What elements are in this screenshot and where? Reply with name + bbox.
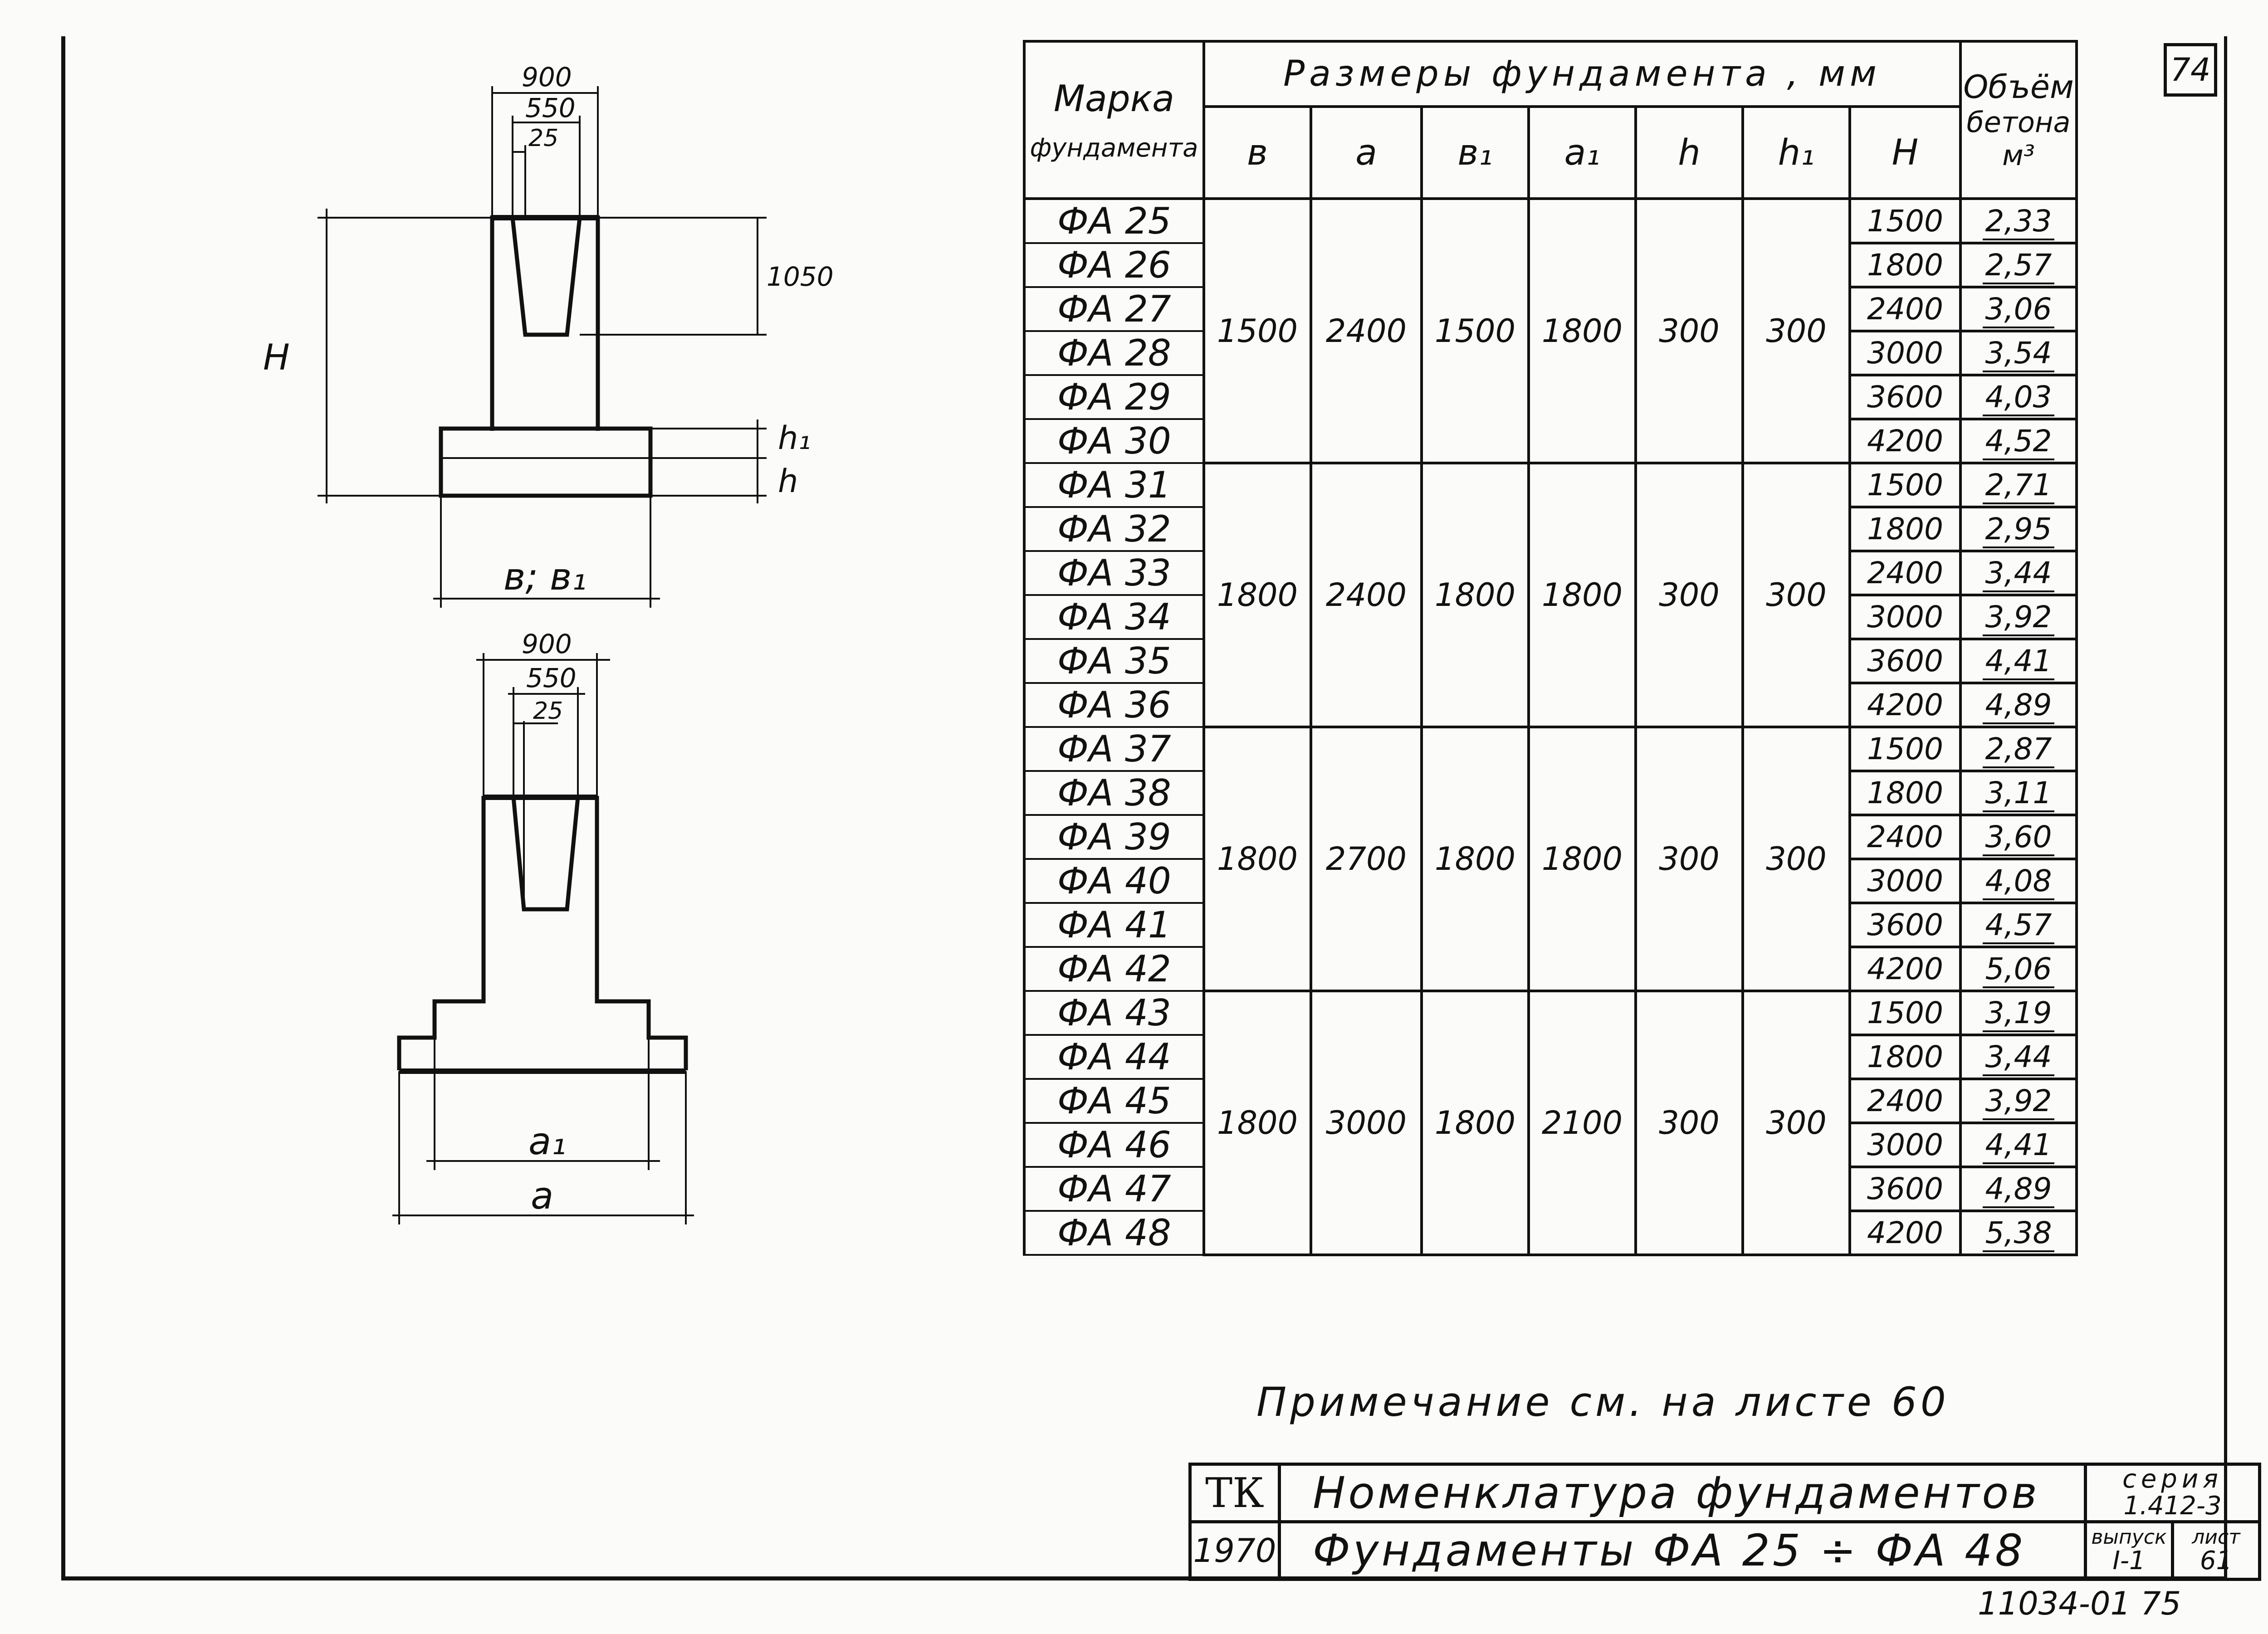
cell-h: 300: [1636, 463, 1743, 727]
volume-value: 2,33: [1983, 204, 2055, 240]
cell-a: 2700: [1311, 727, 1422, 991]
volume-value: 5,06: [1983, 951, 2055, 988]
volume-value: 3,06: [1983, 292, 2055, 328]
cell-H: 1500: [1850, 727, 1960, 771]
cell-a1: 1800: [1529, 727, 1636, 991]
cell-mark: ФА 25: [1024, 199, 1204, 243]
cell-H: 3600: [1850, 375, 1960, 419]
cell-mark: ФА 32: [1024, 507, 1204, 551]
dim-h: h: [778, 463, 798, 500]
cell-H: 3000: [1850, 859, 1960, 903]
series-cell: серия 1.412-3: [2086, 1464, 2260, 1522]
cell-H: 3000: [1850, 1123, 1960, 1167]
cell-a: 2400: [1311, 463, 1422, 727]
issue-cell: выпуск I-1: [2086, 1522, 2173, 1580]
dim-25-top: 25: [528, 125, 559, 152]
cell-volume: [1960, 243, 2077, 287]
volume-value: 4,08: [1983, 863, 2055, 900]
dim-900-top: 900: [522, 62, 572, 93]
table-row: [1024, 727, 2077, 771]
volume-value: 3,60: [1983, 819, 2055, 856]
cell-a1: 2100: [1529, 991, 1636, 1255]
col-dims: Размеры фундамента , мм: [1204, 41, 1960, 107]
cell-volume: [1960, 1035, 2077, 1079]
cell-mark: ФА 41: [1024, 903, 1204, 947]
volume-value: 4,41: [1983, 1127, 2055, 1164]
cell-h1: 300: [1743, 991, 1850, 1255]
cell-b: 1500: [1204, 199, 1311, 463]
cell-volume: [1960, 507, 2077, 551]
cell-H: 2400: [1850, 551, 1960, 595]
cell-H: 1500: [1850, 463, 1960, 507]
cell-mark: ФА 38: [1024, 771, 1204, 815]
col-h: h: [1636, 107, 1743, 199]
cell-H: 3600: [1850, 903, 1960, 947]
sheet-number-box: 74: [2164, 43, 2217, 97]
cell-b: 1800: [1204, 463, 1311, 727]
cell-mark: ФА 44: [1024, 1035, 1204, 1079]
cell-a: 2400: [1311, 199, 1422, 463]
cell-H: 1800: [1850, 243, 1960, 287]
org-code: ТК: [1190, 1464, 1280, 1522]
volume-value: 4,89: [1983, 1171, 2055, 1208]
cell-a1: 1800: [1529, 463, 1636, 727]
cell-h: 300: [1636, 991, 1743, 1255]
cell-H: 3000: [1850, 331, 1960, 375]
cell-mark: ФА 26: [1024, 243, 1204, 287]
volume-value: 3,19: [1983, 995, 2055, 1032]
title-line-1: Номенклатура фундаментов: [1280, 1464, 2086, 1522]
cell-mark: ФА 29: [1024, 375, 1204, 419]
cell-volume: [1960, 1211, 2077, 1255]
dim-550-top: 550: [525, 93, 576, 123]
col-b1: в₁: [1422, 107, 1529, 199]
cell-mark: ФА 45: [1024, 1079, 1204, 1123]
volume-value: 2,57: [1983, 248, 2055, 284]
cell-H: 4200: [1850, 1211, 1960, 1255]
cell-volume: [1960, 771, 2077, 815]
dim-1050: 1050: [767, 261, 834, 292]
cell-volume: [1960, 947, 2077, 991]
cell-volume: [1960, 375, 2077, 419]
cell-mark: ФА 42: [1024, 947, 1204, 991]
cell-mark: ФА 37: [1024, 727, 1204, 771]
cell-volume: [1960, 991, 2077, 1035]
volume-value: 3,11: [1983, 776, 2055, 812]
volume-value: 2,95: [1983, 512, 2055, 548]
cell-volume: [1960, 683, 2077, 727]
dim-base-b: в; в₁: [503, 556, 587, 599]
volume-value: 3,44: [1983, 556, 2055, 592]
cell-H: 1800: [1850, 507, 1960, 551]
cell-volume: [1960, 287, 2077, 331]
volume-value: 2,71: [1983, 468, 2055, 504]
cell-H: 4200: [1850, 683, 1960, 727]
cell-b1: 1500: [1422, 199, 1529, 463]
title-line-2: Фундаменты ФА 25 ÷ ФА 48: [1280, 1522, 2086, 1580]
col-a: а: [1311, 107, 1422, 199]
volume-value: 4,52: [1983, 424, 2055, 460]
cell-volume: [1960, 331, 2077, 375]
foundation-drawings: [0, 0, 907, 1315]
cell-b1: 1800: [1422, 991, 1529, 1255]
dim-25-bottom: 25: [533, 697, 563, 725]
lower-section: [399, 796, 686, 1071]
dim-900-bottom: 900: [522, 629, 572, 659]
table-row: [1024, 991, 2077, 1035]
volume-value: 4,41: [1983, 644, 2055, 680]
col-volume: Объём бетона м³: [1960, 41, 2077, 199]
cell-h: 300: [1636, 727, 1743, 991]
volume-value: 2,87: [1983, 732, 2055, 768]
cell-H: 1800: [1850, 771, 1960, 815]
cell-mark: ФА 47: [1024, 1167, 1204, 1211]
cell-H: 3600: [1850, 639, 1960, 683]
cell-mark: ФА 48: [1024, 1211, 1204, 1255]
cell-volume: [1960, 595, 2077, 639]
cell-mark: ФА 46: [1024, 1123, 1204, 1167]
cell-H: 1500: [1850, 199, 1960, 243]
cell-mark: ФА 33: [1024, 551, 1204, 595]
cell-mark: ФА 36: [1024, 683, 1204, 727]
cell-H: 1500: [1850, 991, 1960, 1035]
cell-volume: [1960, 199, 2077, 243]
dim-a1: а₁: [528, 1120, 567, 1163]
col-h1: h₁: [1743, 107, 1850, 199]
cell-volume: [1960, 551, 2077, 595]
cell-b1: 1800: [1422, 727, 1529, 991]
volume-value: 4,03: [1983, 380, 2055, 416]
cell-mark: ФА 39: [1024, 815, 1204, 859]
cell-volume: [1960, 463, 2077, 507]
foundation-nomenclature-table: [1023, 40, 2078, 1256]
cell-b1: 1800: [1422, 463, 1529, 727]
cell-h1: 300: [1743, 463, 1850, 727]
volume-value: 4,57: [1983, 907, 2055, 944]
cell-mark: ФА 35: [1024, 639, 1204, 683]
cell-mark: ФА 40: [1024, 859, 1204, 903]
cell-volume: [1960, 1123, 2077, 1167]
col-mark: Марка фундамента: [1024, 41, 1204, 199]
volume-value: 3,92: [1983, 600, 2055, 636]
cell-volume: [1960, 859, 2077, 903]
col-H: Н: [1850, 107, 1960, 199]
col-b: в: [1204, 107, 1311, 199]
sheet-cell: лист 61: [2173, 1522, 2260, 1580]
cell-H: 3000: [1850, 595, 1960, 639]
volume-value: 3,44: [1983, 1039, 2055, 1076]
archive-stamp: 11034-01 75: [1978, 1585, 2181, 1622]
cell-volume: [1960, 903, 2077, 947]
dim-h1: h₁: [778, 419, 811, 457]
cell-volume: [1960, 1167, 2077, 1211]
cell-volume: [1960, 419, 2077, 463]
cell-H: 1800: [1850, 1035, 1960, 1079]
dim-a: а: [531, 1175, 554, 1218]
cell-H: 2400: [1850, 1079, 1960, 1123]
cell-volume: [1960, 727, 2077, 771]
title-block: [1188, 1463, 2261, 1581]
cell-h1: 300: [1743, 727, 1850, 991]
table-row: [1024, 199, 2077, 243]
cell-mark: ФА 31: [1024, 463, 1204, 507]
cell-H: 4200: [1850, 419, 1960, 463]
table-row: [1024, 463, 2077, 507]
volume-value: 5,38: [1983, 1215, 2055, 1252]
cell-a1: 1800: [1529, 199, 1636, 463]
cell-H: 3600: [1850, 1167, 1960, 1211]
cell-b: 1800: [1204, 727, 1311, 991]
cell-H: 2400: [1850, 815, 1960, 859]
cell-H: 4200: [1850, 947, 1960, 991]
cell-b: 1800: [1204, 991, 1311, 1255]
volume-value: 3,54: [1983, 336, 2055, 372]
cell-a: 3000: [1311, 991, 1422, 1255]
cell-h: 300: [1636, 199, 1743, 463]
dim-H: H: [263, 337, 290, 378]
cell-mark: ФА 34: [1024, 595, 1204, 639]
cell-H: 2400: [1850, 287, 1960, 331]
volume-value: 3,92: [1983, 1083, 2055, 1120]
volume-value: 4,89: [1983, 688, 2055, 724]
cell-mark: ФА 43: [1024, 991, 1204, 1035]
note: Примечание см. на листе 60: [1256, 1379, 1950, 1425]
year: 1970: [1190, 1522, 1280, 1580]
cell-volume: [1960, 639, 2077, 683]
col-a1: а₁: [1529, 107, 1636, 199]
cell-mark: ФА 30: [1024, 419, 1204, 463]
dim-550-bottom: 550: [526, 663, 577, 693]
cell-h1: 300: [1743, 199, 1850, 463]
upper-section: [441, 215, 650, 496]
cell-volume: [1960, 1079, 2077, 1123]
cell-mark: ФА 28: [1024, 331, 1204, 375]
cell-mark: ФА 27: [1024, 287, 1204, 331]
cell-volume: [1960, 815, 2077, 859]
